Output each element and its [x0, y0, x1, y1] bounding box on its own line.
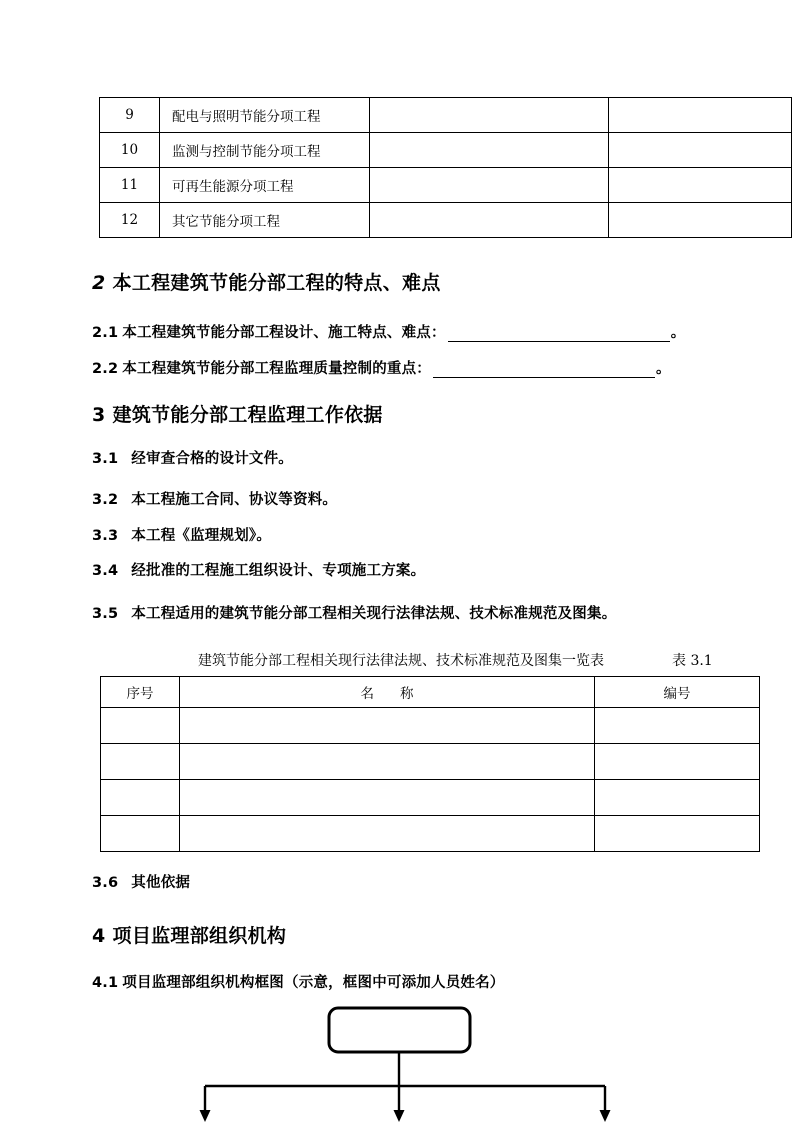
table-row: [101, 816, 760, 852]
cell-serial-number[interactable]: [101, 816, 180, 852]
clause-2-1-tail: 。: [670, 325, 686, 341]
clause-3-5-number: 3.5: [92, 606, 119, 622]
clause-3-1: [92, 447, 293, 468]
cell-row-col4[interactable]: [609, 133, 792, 168]
clause-3-4-text: 经批准的工程施工组织设计、专项施工方案。: [131, 563, 426, 579]
cell-name[interactable]: [180, 816, 595, 852]
clause-2-2-fill-input[interactable]: [433, 362, 655, 378]
cell-row-name: 配电与照明节能分项工程: [160, 98, 370, 133]
clause-3-3-number: 3.3: [92, 528, 119, 544]
clause-3-6-number: 3.6: [92, 875, 119, 891]
cell-name[interactable]: [180, 744, 595, 780]
clause-2-2-number: 2.2: [92, 361, 119, 377]
table-row: [100, 203, 792, 238]
clause-4-1-number: 4.1: [92, 975, 119, 991]
clause-3-3-text: 本工程《监理规划》。: [131, 528, 272, 544]
cell-row-col4[interactable]: [609, 168, 792, 203]
cell-row-col4[interactable]: [609, 98, 792, 133]
table-row: [101, 744, 760, 780]
arrow-down-icon: [200, 1110, 211, 1122]
cell-name[interactable]: [180, 708, 595, 744]
arrow-down-icon: [394, 1110, 405, 1122]
cell-code[interactable]: [595, 708, 760, 744]
clause-4-1: [92, 971, 505, 992]
clause-2-2-tail: 。: [656, 361, 671, 377]
clause-3-6-text: 其他依据: [131, 875, 191, 891]
section-2-title: 本工程建筑节能分部工程的特点、难点: [112, 272, 441, 294]
clause-4-1-text: 项目监理部组织机构框图（示意，框图中可添加人员姓名）: [122, 975, 505, 991]
subitem-engineering-table: [99, 97, 792, 238]
clause-3-2: [92, 488, 337, 509]
clause-2-2: [92, 357, 671, 378]
cell-row-name: 可再生能源分项工程: [160, 168, 370, 203]
section-3-number: 3: [92, 404, 106, 426]
clause-3-4: [92, 559, 425, 580]
clause-3-4-number: 3.4: [92, 563, 119, 579]
cell-row-col3[interactable]: [370, 203, 609, 238]
section-3-title: 建筑节能分部工程监理工作依据: [112, 404, 383, 426]
cell-serial-number[interactable]: [101, 708, 180, 744]
table-header-row: [101, 677, 760, 708]
table-row: [101, 780, 760, 816]
cell-row-name: 其它节能分项工程: [160, 203, 370, 238]
clause-2-1-number: 2.1: [92, 325, 119, 341]
section-3-heading: [92, 400, 383, 427]
cell-name[interactable]: [180, 780, 595, 816]
cell-row-number: 12: [100, 203, 160, 238]
section-2-number: 2: [92, 272, 106, 294]
header-name-char-2: 称: [400, 686, 414, 702]
header-code: 编号: [595, 677, 760, 708]
arrow-down-icon: [600, 1110, 611, 1122]
cell-row-col3[interactable]: [370, 133, 609, 168]
table-3-1-caption: 建筑节能分部工程相关现行法律法规、技术标准规范及图集一览表: [198, 653, 604, 669]
cell-row-col3[interactable]: [370, 98, 609, 133]
table-row: [101, 708, 760, 744]
table-row: [100, 133, 792, 168]
standards-table: [100, 676, 760, 852]
clause-3-1-number: 3.1: [92, 451, 119, 467]
cell-code[interactable]: [595, 816, 760, 852]
header-name-char-1: 名: [360, 686, 374, 702]
clause-3-5-text: 本工程适用的建筑节能分部工程相关现行法律法规、技术标准规范及图集。: [131, 606, 617, 622]
clause-2-1-text: 本工程建筑节能分部工程设计、施工特点、难点：: [122, 325, 446, 341]
table-3-1-number: 表 3.1: [672, 653, 713, 669]
clause-3-2-number: 3.2: [92, 492, 119, 508]
cell-row-number: 11: [100, 168, 160, 203]
cell-serial-number[interactable]: [101, 744, 180, 780]
header-serial-number: 序号: [101, 677, 180, 708]
cell-row-number: 10: [100, 133, 160, 168]
table-row: [100, 168, 792, 203]
org-root-box[interactable]: [329, 1008, 470, 1052]
section-4-title: 项目监理部组织机构: [112, 925, 287, 947]
section-4-heading: [92, 921, 286, 948]
clause-3-6: [92, 871, 190, 892]
cell-row-col4[interactable]: [609, 203, 792, 238]
table-row: [100, 98, 792, 133]
cell-row-col3[interactable]: [370, 168, 609, 203]
cell-serial-number[interactable]: [101, 780, 180, 816]
clause-3-3: [92, 524, 271, 545]
clause-2-1: [92, 321, 685, 342]
clause-3-5: [92, 602, 616, 623]
org-chart-diagram: [150, 1000, 670, 1122]
clause-3-1-text: 经审查合格的设计文件。: [131, 451, 293, 467]
header-name: [180, 677, 595, 708]
clause-3-2-text: 本工程施工合同、协议等资料。: [131, 492, 338, 508]
cell-code[interactable]: [595, 780, 760, 816]
cell-row-number: 9: [100, 98, 160, 133]
section-4-number: 4: [92, 925, 106, 947]
cell-code[interactable]: [595, 744, 760, 780]
clause-2-1-fill-input[interactable]: [448, 326, 670, 342]
section-2-heading: [92, 268, 441, 295]
cell-row-name: 监测与控制节能分项工程: [160, 133, 370, 168]
clause-2-2-text: 本工程建筑节能分部工程监理质量控制的重点：: [122, 361, 431, 377]
